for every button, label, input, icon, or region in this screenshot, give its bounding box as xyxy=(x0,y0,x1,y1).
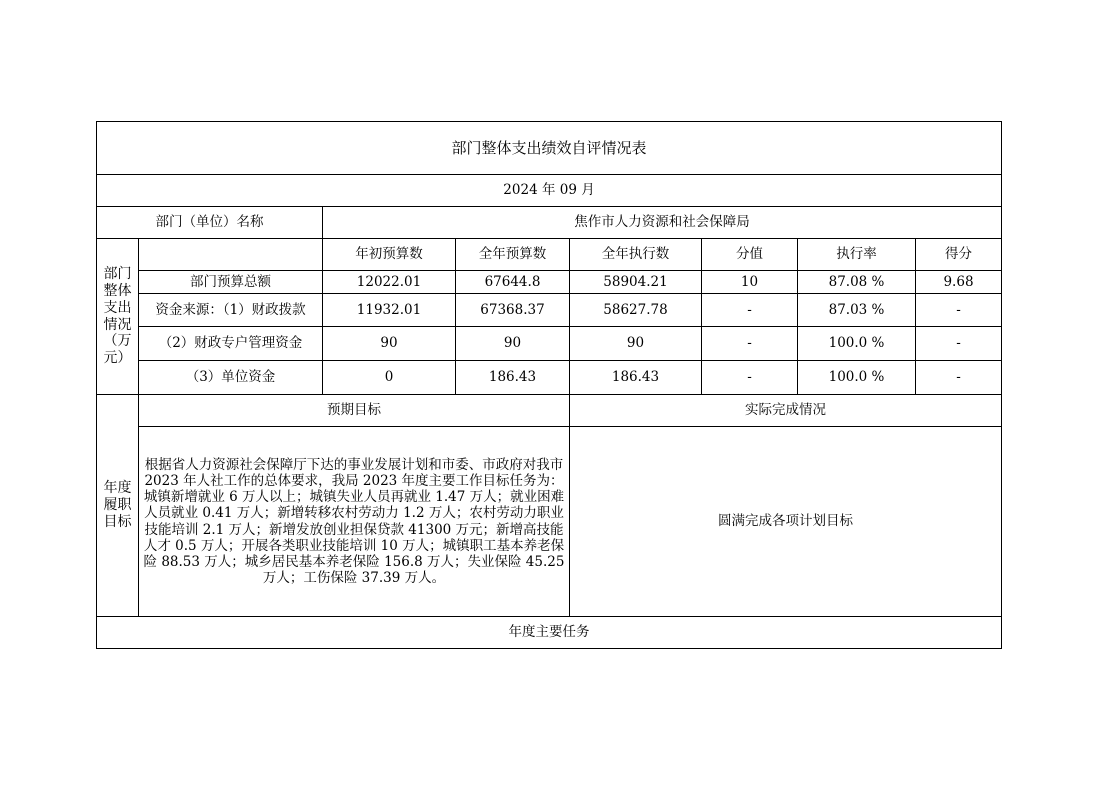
cell-score-value: - xyxy=(702,294,798,327)
cell-executed: 90 xyxy=(570,327,702,361)
header-execution-rate: 执行率 xyxy=(798,239,916,271)
table-row xyxy=(97,361,1002,395)
table-row xyxy=(97,271,1002,294)
cell-rate: 87.08 % xyxy=(798,271,916,294)
cell-score-value: - xyxy=(702,327,798,361)
cell-initial: 0 xyxy=(323,361,456,395)
header-annual-budget: 全年预算数 xyxy=(456,239,570,271)
cell-annual: 90 xyxy=(456,327,570,361)
cell-executed: 186.43 xyxy=(570,361,702,395)
cell-annual: 67368.37 xyxy=(456,294,570,327)
row-label: 部门预算总额 xyxy=(139,271,323,294)
actual-text: 圆满完成各项计划目标 xyxy=(570,427,1002,617)
cell-executed: 58904.21 xyxy=(570,271,702,294)
header-annual-executed: 全年执行数 xyxy=(570,239,702,271)
cell-initial: 90 xyxy=(323,327,456,361)
dept-name: 焦作市人力资源和社会保障局 xyxy=(323,207,1002,239)
main-tasks-label: 年度主要任务 xyxy=(97,617,1002,649)
cell-annual: 186.43 xyxy=(456,361,570,395)
expected-goal-header: 预期目标 xyxy=(139,395,570,427)
row-label: （3）单位资金 xyxy=(139,361,323,395)
row-label: 资金来源：（1）财政拨款 xyxy=(139,294,323,327)
expected-goal-text-cell xyxy=(139,427,570,617)
cell-score-value: - xyxy=(702,361,798,395)
header-initial-budget: 年初预算数 xyxy=(323,239,456,271)
dept-label: 部门（单位）名称 xyxy=(97,207,323,239)
header-score-value: 分值 xyxy=(702,239,798,271)
table-row xyxy=(97,327,1002,361)
budget-header-blank xyxy=(139,239,323,271)
cell-score: - xyxy=(916,294,1002,327)
cell-initial: 12022.01 xyxy=(323,271,456,294)
cell-score: - xyxy=(916,327,1002,361)
expected-goal-text: 根据省人力资源社会保障厅下达的事业发展计划和市委、市政府对我市 2023 年人社工作的总体要求，我局 2023 年度主要工作目标任务为：城镇新增就业 6 万人以上；城镇失业人员再就业 1.47 万人；就业困难人员就业 0.41 万人；新增转移农村劳动力 1.2 万人；农村劳动力职业技能培训 2.1 万人；新增发放创业担保贷款 41300 万元；新增高技能人才 0.5 万人；开展各类职业技能培训 10 万人；城镇职工基本养老保险 88.53 万人；城乡居民基本养老保险 156.8 万人；失业保险 45.25 万人；工伤保险 37.39 万人。 xyxy=(143,456,565,587)
budget-section-label: 部门整体支出情况（万元） xyxy=(97,239,139,395)
cell-rate: 100.0 % xyxy=(798,327,916,361)
report-date: 2024 年 09 月 xyxy=(97,175,1002,207)
cell-annual: 67644.8 xyxy=(456,271,570,294)
cell-score: - xyxy=(916,361,1002,395)
cell-score-value: 10 xyxy=(702,271,798,294)
actual-header: 实际完成情况 xyxy=(570,395,1002,427)
cell-executed: 58627.78 xyxy=(570,294,702,327)
header-score: 得分 xyxy=(916,239,1002,271)
annual-section-label: 年度履职目标 xyxy=(97,395,139,617)
cell-rate: 100.0 % xyxy=(798,361,916,395)
cell-initial: 11932.01 xyxy=(323,294,456,327)
performance-table xyxy=(96,121,1002,649)
row-label: （2）财政专户管理资金 xyxy=(139,327,323,361)
cell-rate: 87.03 % xyxy=(798,294,916,327)
table-row xyxy=(97,294,1002,327)
table-title: 部门整体支出绩效自评情况表 xyxy=(97,122,1002,175)
cell-score: 9.68 xyxy=(916,271,1002,294)
